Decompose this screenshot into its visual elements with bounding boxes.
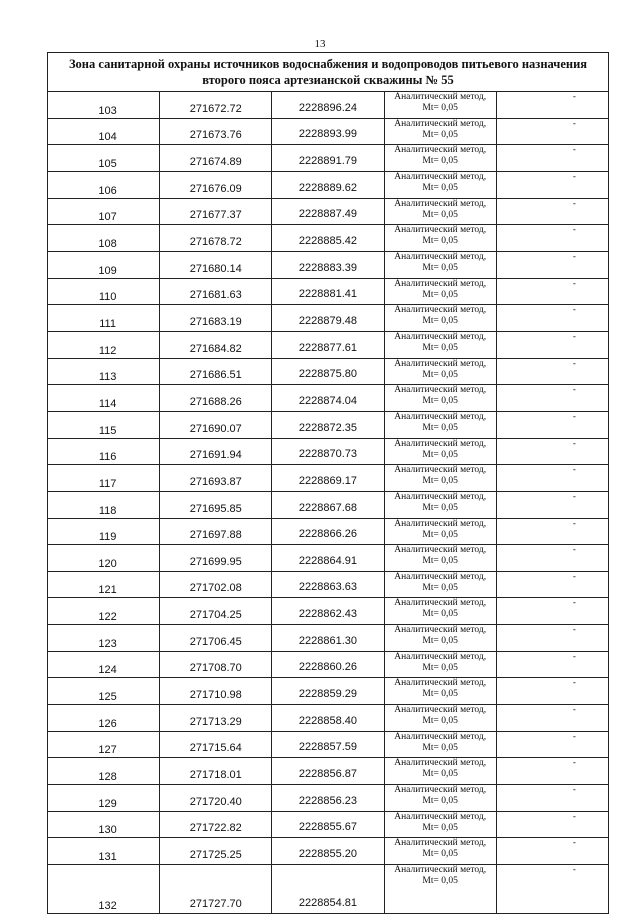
method-accuracy: Mt= 0,05 — [422, 742, 458, 753]
method-label: Аналитический метод, — [394, 305, 487, 316]
method-accuracy: Mt= 0,05 — [422, 103, 458, 113]
method-accuracy: Mt= 0,05 — [422, 716, 458, 727]
coord-x: 271704.25 — [160, 598, 272, 625]
point-number: 121 — [48, 571, 160, 598]
coord-x: 271715.64 — [160, 731, 272, 758]
dash-cell: - — [496, 518, 608, 545]
table-body — [48, 53, 609, 914]
coord-y: 2228867.68 — [272, 491, 384, 518]
point-number: 114 — [48, 385, 160, 412]
point-number: 117 — [48, 465, 160, 492]
point-number: 120 — [48, 545, 160, 572]
page-number: 13 — [314, 38, 326, 50]
dash-cell: - — [496, 225, 608, 252]
table-row — [48, 838, 609, 865]
method-accuracy: Mt= 0,05 — [422, 796, 458, 807]
coord-x: 271727.70 — [160, 865, 272, 914]
point-number: 110 — [48, 278, 160, 305]
method-accuracy: Mt= 0,05 — [422, 529, 458, 540]
coord-x: 271693.87 — [160, 465, 272, 492]
method-cell — [384, 145, 496, 172]
method-accuracy: Mt= 0,05 — [422, 396, 458, 407]
method-accuracy: Mt= 0,05 — [422, 369, 458, 380]
method-label: Аналитический метод, — [394, 465, 487, 476]
method-cell — [384, 491, 496, 518]
point-number: 107 — [48, 198, 160, 225]
table-row — [48, 811, 609, 838]
method-cell — [384, 651, 496, 678]
coord-y: 2228866.26 — [272, 518, 384, 545]
method-accuracy: Mt= 0,05 — [422, 422, 458, 433]
method-accuracy: Mt= 0,05 — [422, 662, 458, 673]
point-number: 105 — [48, 145, 160, 172]
table-row — [48, 651, 609, 678]
method-label: Аналитический метод, — [394, 491, 487, 502]
method-cell — [384, 411, 496, 438]
method-label: Аналитический метод, — [394, 758, 487, 769]
dash-cell: - — [496, 865, 608, 914]
point-number: 109 — [48, 251, 160, 278]
coord-x: 271673.76 — [160, 118, 272, 145]
method-accuracy: Mt= 0,05 — [422, 182, 458, 193]
coordinates-table — [47, 52, 609, 914]
coord-x: 271688.26 — [160, 385, 272, 412]
point-number: 129 — [48, 785, 160, 812]
table-row — [48, 518, 609, 545]
coord-y: 2228893.99 — [272, 118, 384, 145]
method-accuracy: Mt= 0,05 — [422, 476, 458, 487]
method-label: Аналитический метод, — [394, 705, 487, 716]
method-label: Аналитический метод, — [394, 545, 487, 556]
method-cell — [384, 811, 496, 838]
point-number: 103 — [48, 92, 160, 119]
method-label: Аналитический метод, — [394, 625, 487, 636]
coord-y: 2228855.67 — [272, 811, 384, 838]
coord-x: 271684.82 — [160, 331, 272, 358]
method-accuracy: Mt= 0,05 — [422, 769, 458, 780]
method-accuracy: Mt= 0,05 — [422, 449, 458, 460]
method-accuracy: Mt= 0,05 — [422, 636, 458, 647]
method-label: Аналитический метод, — [394, 838, 487, 849]
dash-cell: - — [496, 678, 608, 705]
coord-y: 2228896.24 — [272, 92, 384, 119]
table-row — [48, 118, 609, 145]
method-label: Аналитический метод, — [394, 385, 487, 396]
method-accuracy: Mt= 0,05 — [422, 822, 458, 833]
coord-y: 2228872.35 — [272, 411, 384, 438]
coord-y: 2228879.48 — [272, 305, 384, 332]
table-row — [48, 145, 609, 172]
method-cell — [384, 571, 496, 598]
point-number: 124 — [48, 651, 160, 678]
coord-y: 2228857.59 — [272, 731, 384, 758]
method-label: Аналитический метод, — [394, 331, 487, 342]
point-number: 127 — [48, 731, 160, 758]
title-line-2: второго пояса артезианской скважины № 55 — [202, 73, 454, 87]
dash-cell: - — [496, 278, 608, 305]
method-label: Аналитический метод, — [394, 651, 487, 662]
coord-x: 271674.89 — [160, 145, 272, 172]
dash-cell: - — [496, 331, 608, 358]
dash-cell: - — [496, 598, 608, 625]
coord-y: 2228858.40 — [272, 705, 384, 732]
coord-y: 2228887.49 — [272, 198, 384, 225]
method-label: Аналитический метод, — [394, 518, 487, 529]
method-cell — [384, 171, 496, 198]
dash-cell: - — [496, 625, 608, 652]
dash-cell: - — [496, 171, 608, 198]
table-row — [48, 678, 609, 705]
dash-cell: - — [496, 145, 608, 172]
method-cell — [384, 785, 496, 812]
coord-x: 271725.25 — [160, 838, 272, 865]
method-label: Аналитический метод, — [394, 198, 487, 209]
title-line-1: Зона санитарной охраны источников водоснабжения и водопроводов питьевого назначения — [68, 57, 588, 71]
point-number: 113 — [48, 358, 160, 385]
method-accuracy: Mt= 0,05 — [422, 609, 458, 620]
coord-x: 271722.82 — [160, 811, 272, 838]
dash-cell: - — [496, 358, 608, 385]
coord-y: 2228889.62 — [272, 171, 384, 198]
dash-cell: - — [496, 811, 608, 838]
point-number: 112 — [48, 331, 160, 358]
point-number: 123 — [48, 625, 160, 652]
method-cell — [384, 465, 496, 492]
method-cell — [384, 625, 496, 652]
method-cell — [384, 678, 496, 705]
coord-x: 271718.01 — [160, 758, 272, 785]
coord-y: 2228856.87 — [272, 758, 384, 785]
coord-y: 2228854.81 — [272, 865, 384, 914]
coord-y: 2228875.80 — [272, 358, 384, 385]
method-label: Аналитический метод, — [394, 145, 487, 156]
coord-x: 271691.94 — [160, 438, 272, 465]
dash-cell: - — [496, 731, 608, 758]
method-accuracy: Mt= 0,05 — [422, 316, 458, 327]
method-label: Аналитический метод, — [394, 678, 487, 689]
method-cell — [384, 838, 496, 865]
method-label: Аналитический метод, — [394, 358, 487, 369]
method-accuracy: Mt= 0,05 — [422, 849, 458, 860]
method-label: Аналитический метод, — [394, 251, 487, 262]
coord-x: 271676.09 — [160, 171, 272, 198]
point-number: 125 — [48, 678, 160, 705]
method-label: Аналитический метод, — [394, 278, 487, 289]
table-row — [48, 385, 609, 412]
method-label: Аналитический метод, — [394, 571, 487, 582]
method-cell — [384, 731, 496, 758]
method-label: Аналитический метод, — [394, 811, 487, 822]
point-number: 119 — [48, 518, 160, 545]
dash-cell: - — [496, 705, 608, 732]
method-cell — [384, 331, 496, 358]
point-number: 131 — [48, 838, 160, 865]
method-accuracy: Mt= 0,05 — [422, 236, 458, 247]
method-cell — [384, 545, 496, 572]
coord-y: 2228869.17 — [272, 465, 384, 492]
dash-cell: - — [496, 785, 608, 812]
coord-y: 2228870.73 — [272, 438, 384, 465]
coord-x: 271690.07 — [160, 411, 272, 438]
coord-y: 2228864.91 — [272, 545, 384, 572]
coord-y: 2228859.29 — [272, 678, 384, 705]
point-number: 126 — [48, 705, 160, 732]
method-label: Аналитический метод, — [394, 598, 487, 609]
coord-x: 271678.72 — [160, 225, 272, 252]
coord-y: 2228885.42 — [272, 225, 384, 252]
method-cell — [384, 305, 496, 332]
method-label: Аналитический метод, — [394, 785, 487, 796]
dash-cell: - — [496, 118, 608, 145]
method-accuracy: Mt= 0,05 — [422, 342, 458, 353]
method-cell — [384, 278, 496, 305]
table-row — [48, 331, 609, 358]
dash-cell: - — [496, 545, 608, 572]
coord-y: 2228855.20 — [272, 838, 384, 865]
table-row — [48, 571, 609, 598]
point-number: 115 — [48, 411, 160, 438]
point-number: 116 — [48, 438, 160, 465]
table-row — [48, 545, 609, 572]
title-row — [48, 53, 609, 92]
method-accuracy: Mt= 0,05 — [422, 209, 458, 220]
method-cell — [384, 251, 496, 278]
coord-y: 2228883.39 — [272, 251, 384, 278]
point-number: 130 — [48, 811, 160, 838]
table-row — [48, 358, 609, 385]
dash-cell: - — [496, 385, 608, 412]
coord-x: 271702.08 — [160, 571, 272, 598]
method-label: Аналитический метод, — [394, 92, 487, 102]
table-row — [48, 491, 609, 518]
method-cell — [384, 758, 496, 785]
method-accuracy: Mt= 0,05 — [422, 502, 458, 513]
dash-cell: - — [496, 838, 608, 865]
point-number: 128 — [48, 758, 160, 785]
method-label: Аналитический метод, — [394, 865, 487, 876]
table-row — [48, 92, 609, 119]
method-label: Аналитический метод, — [394, 171, 487, 182]
method-cell — [384, 118, 496, 145]
table-row — [48, 865, 609, 914]
dash-cell: - — [496, 92, 608, 119]
method-cell — [384, 705, 496, 732]
method-accuracy: Mt= 0,05 — [422, 289, 458, 300]
point-number: 104 — [48, 118, 160, 145]
coord-y: 2228856.23 — [272, 785, 384, 812]
table-row — [48, 785, 609, 812]
dash-cell: - — [496, 651, 608, 678]
point-number: 118 — [48, 491, 160, 518]
point-number: 122 — [48, 598, 160, 625]
coord-y: 2228860.26 — [272, 651, 384, 678]
coord-x: 271686.51 — [160, 358, 272, 385]
table-row — [48, 251, 609, 278]
dash-cell: - — [496, 305, 608, 332]
table-row — [48, 731, 609, 758]
table-row — [48, 305, 609, 332]
coord-x: 271677.37 — [160, 198, 272, 225]
coord-x: 271706.45 — [160, 625, 272, 652]
method-accuracy: Mt= 0,05 — [422, 582, 458, 593]
method-accuracy: Mt= 0,05 — [422, 129, 458, 140]
method-label: Аналитический метод, — [394, 731, 487, 742]
method-cell — [384, 385, 496, 412]
method-accuracy: Mt= 0,05 — [422, 556, 458, 567]
point-number: 108 — [48, 225, 160, 252]
dash-cell: - — [496, 251, 608, 278]
coord-x: 271713.29 — [160, 705, 272, 732]
table-row — [48, 278, 609, 305]
dash-cell: - — [496, 571, 608, 598]
table-row — [48, 465, 609, 492]
method-cell — [384, 598, 496, 625]
method-accuracy: Mt= 0,05 — [422, 262, 458, 273]
table-row — [48, 625, 609, 652]
method-label: Аналитический метод, — [394, 225, 487, 236]
coord-y: 2228862.43 — [272, 598, 384, 625]
table-row — [48, 758, 609, 785]
method-label: Аналитический метод, — [394, 438, 487, 449]
dash-cell: - — [496, 438, 608, 465]
coord-x: 271697.88 — [160, 518, 272, 545]
table-row — [48, 411, 609, 438]
dash-cell: - — [496, 465, 608, 492]
dash-cell: - — [496, 411, 608, 438]
coord-x: 271683.19 — [160, 305, 272, 332]
dash-cell: - — [496, 198, 608, 225]
coord-y: 2228874.04 — [272, 385, 384, 412]
point-number: 132 — [48, 865, 160, 914]
point-number: 111 — [48, 305, 160, 332]
method-cell — [384, 198, 496, 225]
coord-x: 271720.40 — [160, 785, 272, 812]
method-accuracy: Mt= 0,05 — [422, 876, 458, 887]
table-title — [48, 53, 609, 92]
coord-y: 2228877.61 — [272, 331, 384, 358]
method-cell — [384, 518, 496, 545]
coord-x: 271708.70 — [160, 651, 272, 678]
coord-x: 271680.14 — [160, 251, 272, 278]
coord-y: 2228863.63 — [272, 571, 384, 598]
method-label: Аналитический метод, — [394, 118, 487, 129]
method-cell — [384, 438, 496, 465]
coord-y: 2228881.41 — [272, 278, 384, 305]
table-row — [48, 171, 609, 198]
table-row — [48, 198, 609, 225]
point-number: 106 — [48, 171, 160, 198]
dash-cell: - — [496, 491, 608, 518]
method-cell — [384, 865, 496, 914]
table-row — [48, 438, 609, 465]
coord-x: 271695.85 — [160, 491, 272, 518]
table-row — [48, 705, 609, 732]
coord-x: 271710.98 — [160, 678, 272, 705]
table-row — [48, 598, 609, 625]
method-cell — [384, 358, 496, 385]
dash-cell: - — [496, 758, 608, 785]
coord-x: 271699.95 — [160, 545, 272, 572]
method-accuracy: Mt= 0,05 — [422, 689, 458, 700]
coord-x: 271681.63 — [160, 278, 272, 305]
coord-y: 2228891.79 — [272, 145, 384, 172]
coord-x: 271672.72 — [160, 92, 272, 119]
table-row — [48, 225, 609, 252]
method-label: Аналитический метод, — [394, 411, 487, 422]
method-cell — [384, 92, 496, 119]
method-cell — [384, 225, 496, 252]
coord-y: 2228861.30 — [272, 625, 384, 652]
method-accuracy: Mt= 0,05 — [422, 156, 458, 167]
